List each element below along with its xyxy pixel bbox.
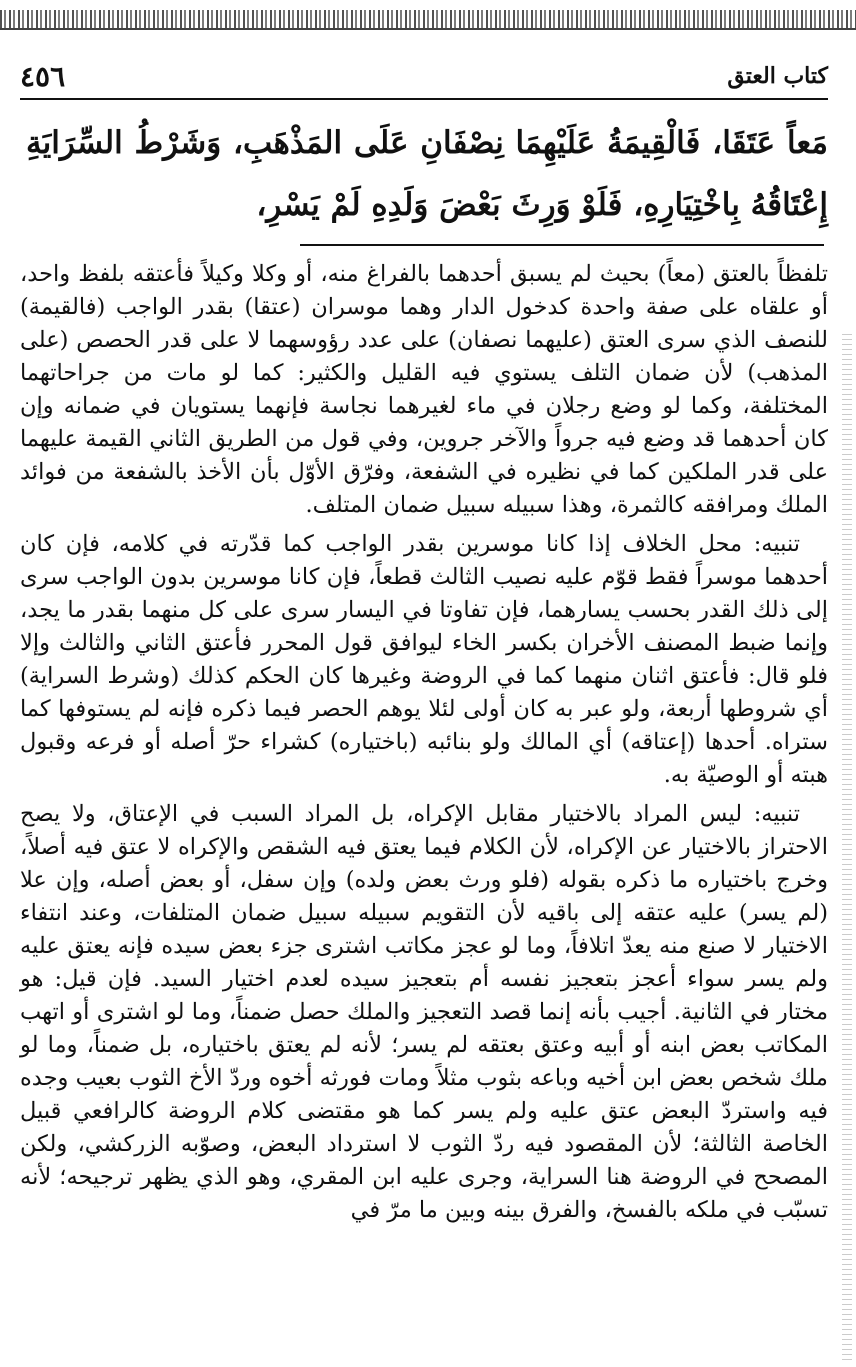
commentary-paragraph: تنبيه: ليس المراد بالاختيار مقابل الإكراه، بل المراد السبب في الإعتاق، ولا يصح الاحتراز بالاختيار عن الإكراه، لأن الكلام فيما يعتق فيه الشقص والإكراه لا عتق فيه أصلاً، وخرج باختياره ما ذكره بقوله (فلو ورث بعض ولده) وإن سفل، أو بعض أصله، وإن علا (لم يسر) عليه عتقه إلى باقيه لأن التقويم سبيله سبيل ضمان المتلفات، وعند انتفاء الاختيار لا صنع منه يعدّ اتلافاً، وما لو عجز مكاتب اشترى جزء بعض سيده فإنه يعتق عليه ولم يسر سواء أعجز بتعجيز نفسه أم بتعجيز سيده لعدم اختيار السيد. فإن قيل: هو مختار في الثانية. أجيب بأنه إنما قصد التعجيز والملك حصل ضمناً، وما لو اشترى أو اتهب المكاتب بعض ابنه أو أبيه وعتق بعتقه لم يسر؛ لأنه لم يعتق باختياره، بل ضمناً، وما لو ملك شخص بعض ابن أخيه وباعه بثوب مثلاً ومات فورثه أخوه وردّ الأخ الثوب بعيب وجده فيه واستردّ البعض عتق عليه ولم يسر كما هو مقتضى كلام الروضة كالرافعي قبيل الخاصة الثالثة؛ لأن المقصود فيه ردّ الثوب لا استرداد البعض، وصوّبه الزركشي، ولكن المصحح في الروضة هنا السراية، وجرى عليه ابن المقري، وهو الذي يظهر ترجيحه؛ لأنه تسبّب في ملكه بالفسخ، والفرق بينه وبين ما مرّ في (20, 801, 828, 1223)
matn-text: مَعاً عَتَقَا، فَالْقِيمَةُ عَلَيْهِمَا نِصْفَانِ عَلَى المَذْهَبِ، وَشَرْطُ السِّرَايَةِ إِعْتَاقُهُ بِاخْتِيَارِهِ، فَلَوْ وَرِثَ بَعْضَ وَلَدِهِ لَمْ يَسْرِ، (26, 125, 828, 223)
book-title: كتاب العتق (727, 63, 828, 89)
commentary-paragraph: تنبيه: محل الخلاف إذا كانا موسرين بقدر الواجب كما قدّرته في كلامه، فإن كان أحدهما موسراً فقط قوّم عليه نصيب الثالث قطعاً، فإن كانا موسرين بدون الواجب سرى إلى ذلك القدر بحسب يسارهما، فإن تفاوتا في اليسار سرى على كل منهما بقدر ما يجد، وإنما ضبط المصنف الأخران بكسر الخاء ليوافق قول المحرر فأعتق الثاني والثالث وإلا فلو قال: فأعتق اثنان منهما كما في الروضة وغيرها كان الحكم كذلك (وشرط السراية) أي شروطها أربعة، ولو عبر به كان أولى لئلا يوهم الحصر فيما ذكره فإنه لم يستوفها كما ستراه. أحدها (إعتاقه) أي المالك ولو بنائبه (باختياره) كشراء حرّ أصله أو فرعه وقبول هبته أو الوصيّة به. (20, 531, 828, 788)
decorative-top-border (0, 0, 856, 30)
page-edge-shadow (842, 330, 852, 1360)
commentary-body (20, 258, 828, 1227)
matn-divider (300, 244, 824, 246)
commentary-paragraph: تلفظاً بالعتق (معاً) بحيث لم يسبق أحدهما بالفراغ منه، أو وكلا وكيلاً فأعتقه بلفظ واحد، أو علقاه على صفة واحدة كدخول الدار وهما موسران (عتقا) بقدر الواجب (فالقيمة) للنصف الذي سرى العتق (عليهما نصفان) على عدد رؤوسهما لا على قدر الحصص (على المذهب) لأن ضمان التلف يستوي فيه القليل والكثير: كما لو مات من جراحاتهما المختلفة، وكما لو وضع رجلان في ماء لغيرهما نجاسة فإنهما يستويان في ضمانه وإن كان أحدهما قد وضع فيه جرواً والآخر جروين، وفي قول من الطريق الثاني القيمة عليهما على قدر الملكين كما في نظيره في الشفعة، وفرّق الأوّل بأن الأخذ بالشفعة من فوائد الملك ومرافقه كالثمرة، وهذا سبيله سبيل ضمان المتلف. (20, 261, 828, 518)
page-number: ٤٥٦ (20, 59, 66, 93)
page-header (20, 56, 828, 96)
header-divider (20, 98, 828, 100)
